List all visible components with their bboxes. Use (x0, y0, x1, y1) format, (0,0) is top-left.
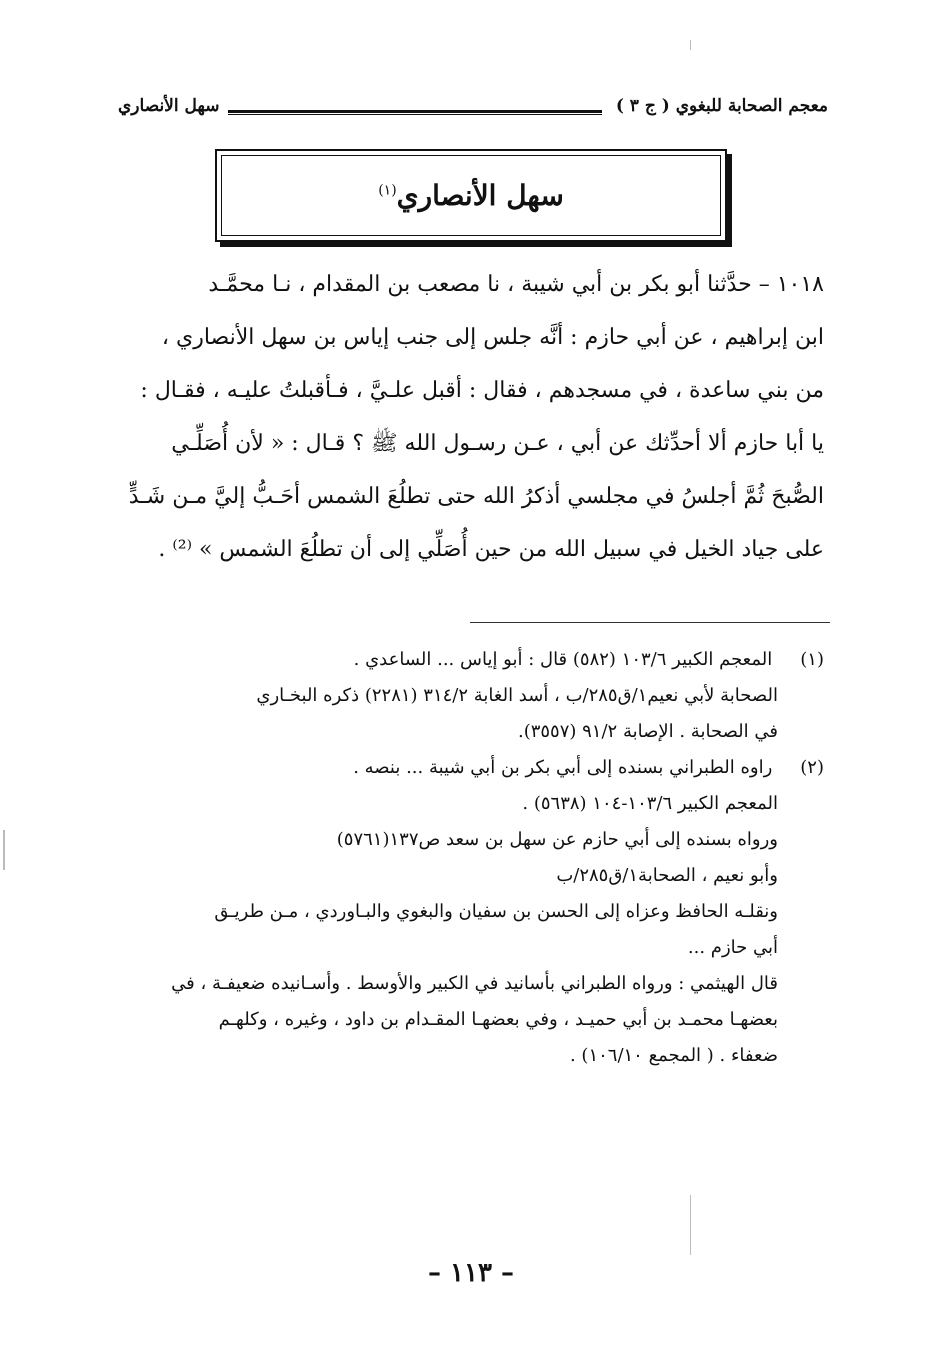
footnote-line: قال الهيثمي : ورواه الطبراني بأسانيد في الكبير والأوسط . وأسـانيده ضعيفـة ، في (171, 973, 778, 994)
section-title: سهل الأنصاري (118, 96, 220, 116)
footnote-line: وأبو نعيم ، الصحابة١/ق٢٨٥/ب (556, 865, 778, 886)
footnote-line: الصحابة لأبي نعيم١/ق٢٨٥/ب ، أسد الغابة ٣١٤/٢ (٢٢٨١) ذكره البخـاري (256, 685, 778, 706)
chapter-title-inner-frame (221, 155, 721, 236)
text-line: الصُّبحَ ثُمَّ أجلسُ في مجلسي أذكرُ الله حتى تطلُعَ الشمس أحَـبُّ إليَّ مـن شَـدٍّ (128, 484, 824, 509)
hadith-text (112, 258, 824, 576)
footnote-line: ضعفاء . ( المجمع ١٠٦/١٠) . (569, 1045, 778, 1066)
footnote-line: ورواه بسنده إلى أبي حازم عن سهل بن سعد ص١٣٧(٥٧٦١) (336, 829, 778, 850)
running-header (118, 94, 828, 128)
page-number: – ١١٣ – (427, 1258, 515, 1288)
footnote-line: بعضهـا محمـد بن أبي حميـد ، وفي بعضهـا المقـدام بن داود ، وغيره ، وكلهـم (218, 1009, 778, 1030)
chapter-title-box (215, 149, 727, 242)
footnote-number: (١) (800, 649, 824, 670)
footnote-line: المعجم الكبير ١٠٣/٦-١٠٤ (٥٦٣٨) . (522, 793, 778, 814)
footnote-text: راوه الطبراني بسنده إلى أبي بكر بن أبي شيبة ... بنصه . (353, 757, 773, 778)
footnote-line: ونقلـه الحافظ وعزاه إلى الحسن بن سفيان والبغوي والبـاوردي ، مـن طريـق (214, 901, 778, 922)
text-line: على جياد الخيل في سبيل الله من حين أُصَلِّي إلى أن تطلُعَ الشمس » ⁽²⁾ . (158, 537, 824, 562)
footnote-reference: (١) (378, 182, 397, 199)
footnote-line: أبي حازم ... (687, 937, 778, 958)
footnote-line (112, 750, 824, 786)
scan-mark (3, 830, 5, 870)
footnote-text: المعجم الكبير ١٠٣/٦ (٥٨٢) قال : أبو إياس ... الساعدي . (353, 649, 773, 670)
footnote-separator (470, 622, 830, 623)
text-line: ابن إبراهيم ، عن أبي حازم : أنَّه جلس إلى جنب إياس بن سهل الأنصاري ، (161, 325, 824, 350)
scan-mark (690, 1195, 691, 1255)
header-rule (228, 110, 602, 115)
footnote-number: (٢) (800, 757, 824, 778)
footnote-line (112, 642, 824, 678)
chapter-title (378, 179, 564, 212)
scan-mark (690, 40, 691, 50)
footnote-line: في الصحابة . الإصابة ٩١/٢ (٣٥٥٧). (517, 721, 778, 742)
text-line: يا أبا حازم ألا أحدِّثك عن أبي ، عـن رسـول الله ﷺ ؟ قـال : « لأن أُصَلِّـي (171, 431, 824, 456)
chapter-title-text: سهل الأنصاري (396, 179, 564, 212)
text-line: ١٠١٨ – حدَّثنا أبو بكر بن أبي شيبة ، نا مصعب بن المقدام ، نـا محمَّـد (208, 272, 824, 297)
text-line: من بني ساعدة ، في مسجدهم ، فقال : أقبل علـيَّ ، فـأقبلتُ عليـه ، فقـال : (140, 378, 824, 403)
book-title: معجم الصحابة للبغوي ( ج ٣ ) (615, 96, 828, 116)
footnotes (112, 642, 824, 1074)
